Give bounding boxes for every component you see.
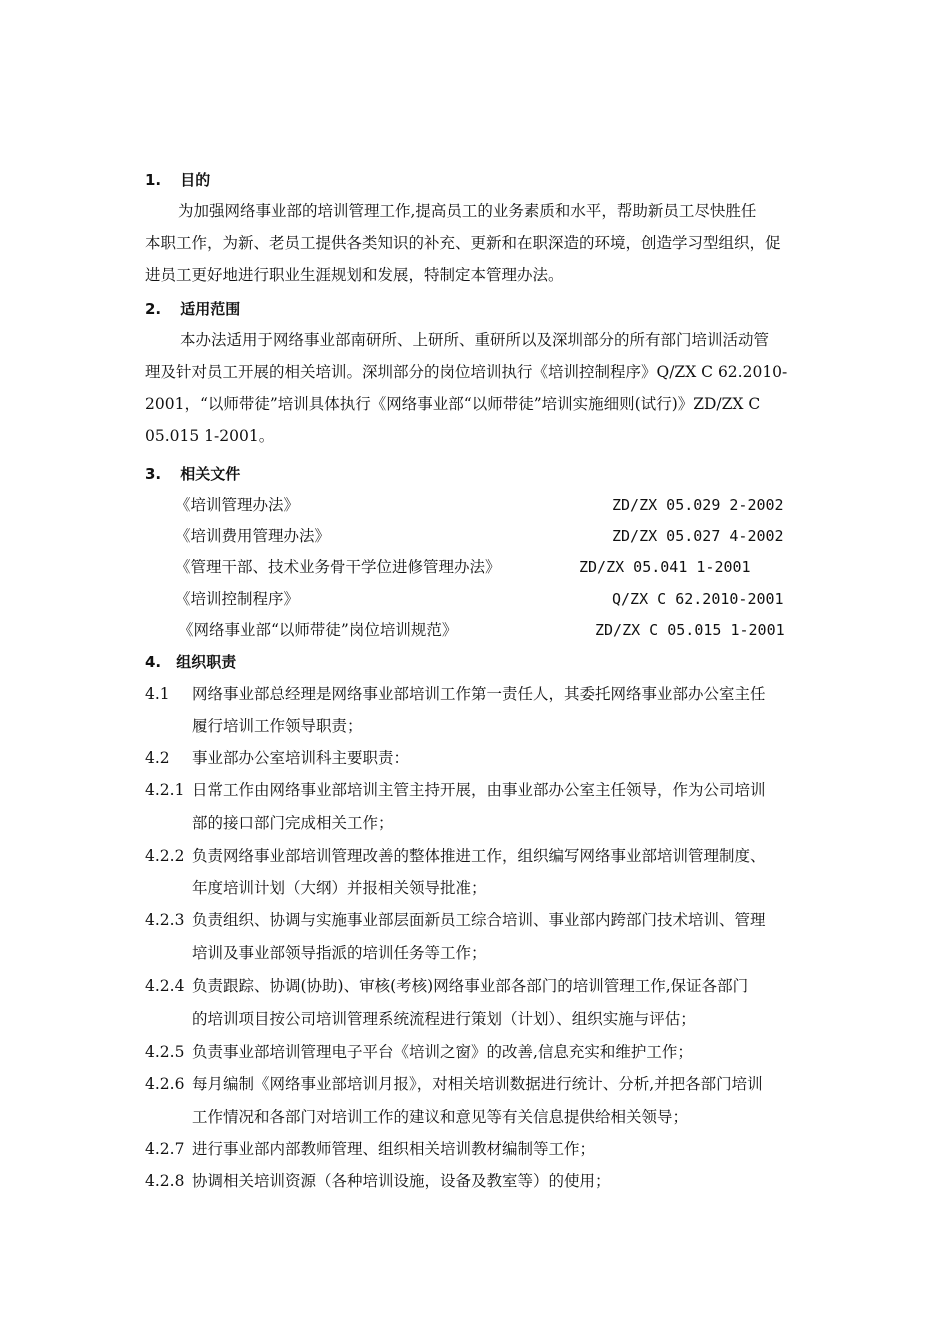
section-4-number: 4. <box>145 653 162 671</box>
related-doc-code: ZD/ZX 05.029 2-2002 <box>612 496 784 514</box>
related-doc-name: 《网络事业部“以师带徒”岗位培训规范》 <box>178 621 458 639</box>
item-4-2-6 <box>145 1074 763 1094</box>
section-2-para-line-1: 本办法适用于网络事业部南研所、上研所、重研所以及深圳部分的所有部门培训活动管 <box>180 331 770 349</box>
section-3-title: 相关文件 <box>180 465 241 483</box>
section-4-heading <box>145 652 236 672</box>
item-number: 4.2.3 <box>145 911 185 929</box>
item-number: 4.2.8 <box>145 1172 185 1190</box>
section-2-heading <box>145 299 240 319</box>
item-number: 4.2.6 <box>145 1075 185 1093</box>
item-4-2-2-continued: 年度培训计划（大纲）并报相关领导批准； <box>192 879 487 897</box>
item-4-2-3-continued: 培训及事业部领导指派的培训任务等工作； <box>192 944 487 962</box>
item-4-1 <box>145 684 766 704</box>
related-doc-name: 《培训费用管理办法》 <box>175 527 331 545</box>
item-number: 4.2.7 <box>145 1140 185 1158</box>
item-number: 4.2.4 <box>145 977 185 995</box>
related-doc-name: 《培训控制程序》 <box>175 590 300 608</box>
item-4-2 <box>145 748 409 768</box>
item-text: 协调相关培训资源（各种培训设施，设备及教室等）的使用； <box>192 1172 611 1190</box>
item-text: 网络事业部总经理是网络事业部培训工作第一责任人，其委托网络事业部办公室主任 <box>192 685 766 703</box>
section-2-para-line-3: 2001，“以师带徒”培训具体执行《网络事业部“以师带徒”培训实施细则(试行)》ZD/ZX C <box>145 395 761 413</box>
item-text: 每月编制《网络事业部培训月报》，对相关培训数据进行统计、分析,并把各部门培训 <box>192 1075 763 1093</box>
item-text: 进行事业部内部教师管理、组织相关培训教材编制等工作； <box>192 1140 596 1158</box>
item-4-2-8 <box>145 1171 611 1191</box>
section-2-para-line-2: 理及针对员工开展的相关培训。深圳部分的岗位培训执行《培训控制程序》Q/ZX C 62.2010- <box>145 363 788 381</box>
item-number: 4.2.2 <box>145 847 185 865</box>
section-2-para-line-4: 05.015 1-2001。 <box>145 427 275 445</box>
item-number: 4.2.5 <box>145 1043 185 1061</box>
section-2-number: 2. <box>145 300 162 318</box>
section-4-title: 组织职责 <box>176 653 237 671</box>
item-text: 负责事业部培训管理电子平台《培训之窗》的改善,信息充实和维护工作； <box>192 1043 693 1061</box>
item-text: 日常工作由网络事业部培训主管主持开展，由事业部办公室主任领导，作为公司培训 <box>192 781 766 799</box>
section-2-title: 适用范围 <box>180 300 241 318</box>
item-number: 4.1 <box>145 685 170 703</box>
item-number: 4.2.1 <box>145 781 185 799</box>
item-4-2-3 <box>145 910 766 930</box>
section-3-number: 3. <box>145 465 162 483</box>
related-doc-code: Q/ZX C 62.2010-2001 <box>612 590 784 608</box>
item-4-1-continued: 履行培训工作领导职责； <box>192 717 363 735</box>
related-doc-code: ZD/ZX 05.041 1-2001 <box>579 558 751 576</box>
related-doc-code: ZD/ZX C 05.015 1-2001 <box>595 621 785 639</box>
section-1-number: 1. <box>145 171 162 189</box>
item-4-2-4-continued: 的培训项目按公司培训管理系统流程进行策划（计划）、组织实施与评估； <box>192 1010 696 1028</box>
item-text: 事业部办公室培训科主要职责： <box>192 749 410 767</box>
section-1-heading <box>145 170 210 190</box>
item-text: 负责组织、协调与实施事业部层面新员工综合培训、事业部内跨部门技术培训、管理 <box>192 911 766 929</box>
item-4-2-2 <box>145 846 766 866</box>
item-4-2-7 <box>145 1139 595 1159</box>
section-1-para-line-2: 本职工作，为新、老员工提供各类知识的补充、更新和在职深造的环境，创造学习型组织，促 <box>145 234 781 252</box>
item-text: 负责跟踪、协调(协助)、审核(考核)网络事业部各部门的培训管理工作,保证各部门 <box>192 977 749 995</box>
section-1-para-line-3: 进员工更好地进行职业生涯规划和发展，特制定本管理办法。 <box>145 266 564 284</box>
item-text: 负责网络事业部培训管理改善的整体推进工作，组织编写网络事业部培训管理制度、 <box>192 847 766 865</box>
section-1-title: 目的 <box>180 171 211 189</box>
related-doc-name: 《培训管理办法》 <box>175 496 300 514</box>
item-number: 4.2 <box>145 749 170 767</box>
item-4-2-4 <box>145 976 748 996</box>
item-4-2-5 <box>145 1042 693 1062</box>
item-4-2-1 <box>145 780 766 800</box>
item-4-2-6-continued: 工作情况和各部门对培训工作的建议和意见等有关信息提供给相关领导； <box>192 1108 689 1126</box>
section-1-para-line-1: 为加强网络事业部的培训管理工作,提高员工的业务素质和水平，帮助新员工尽快胜任 <box>178 202 757 220</box>
section-3-heading <box>145 464 240 484</box>
item-4-2-1-continued: 部的接口部门完成相关工作； <box>192 814 394 832</box>
related-doc-code: ZD/ZX 05.027 4-2002 <box>612 527 784 545</box>
related-doc-name: 《管理干部、技术业务骨干学位进修管理办法》 <box>175 558 501 576</box>
